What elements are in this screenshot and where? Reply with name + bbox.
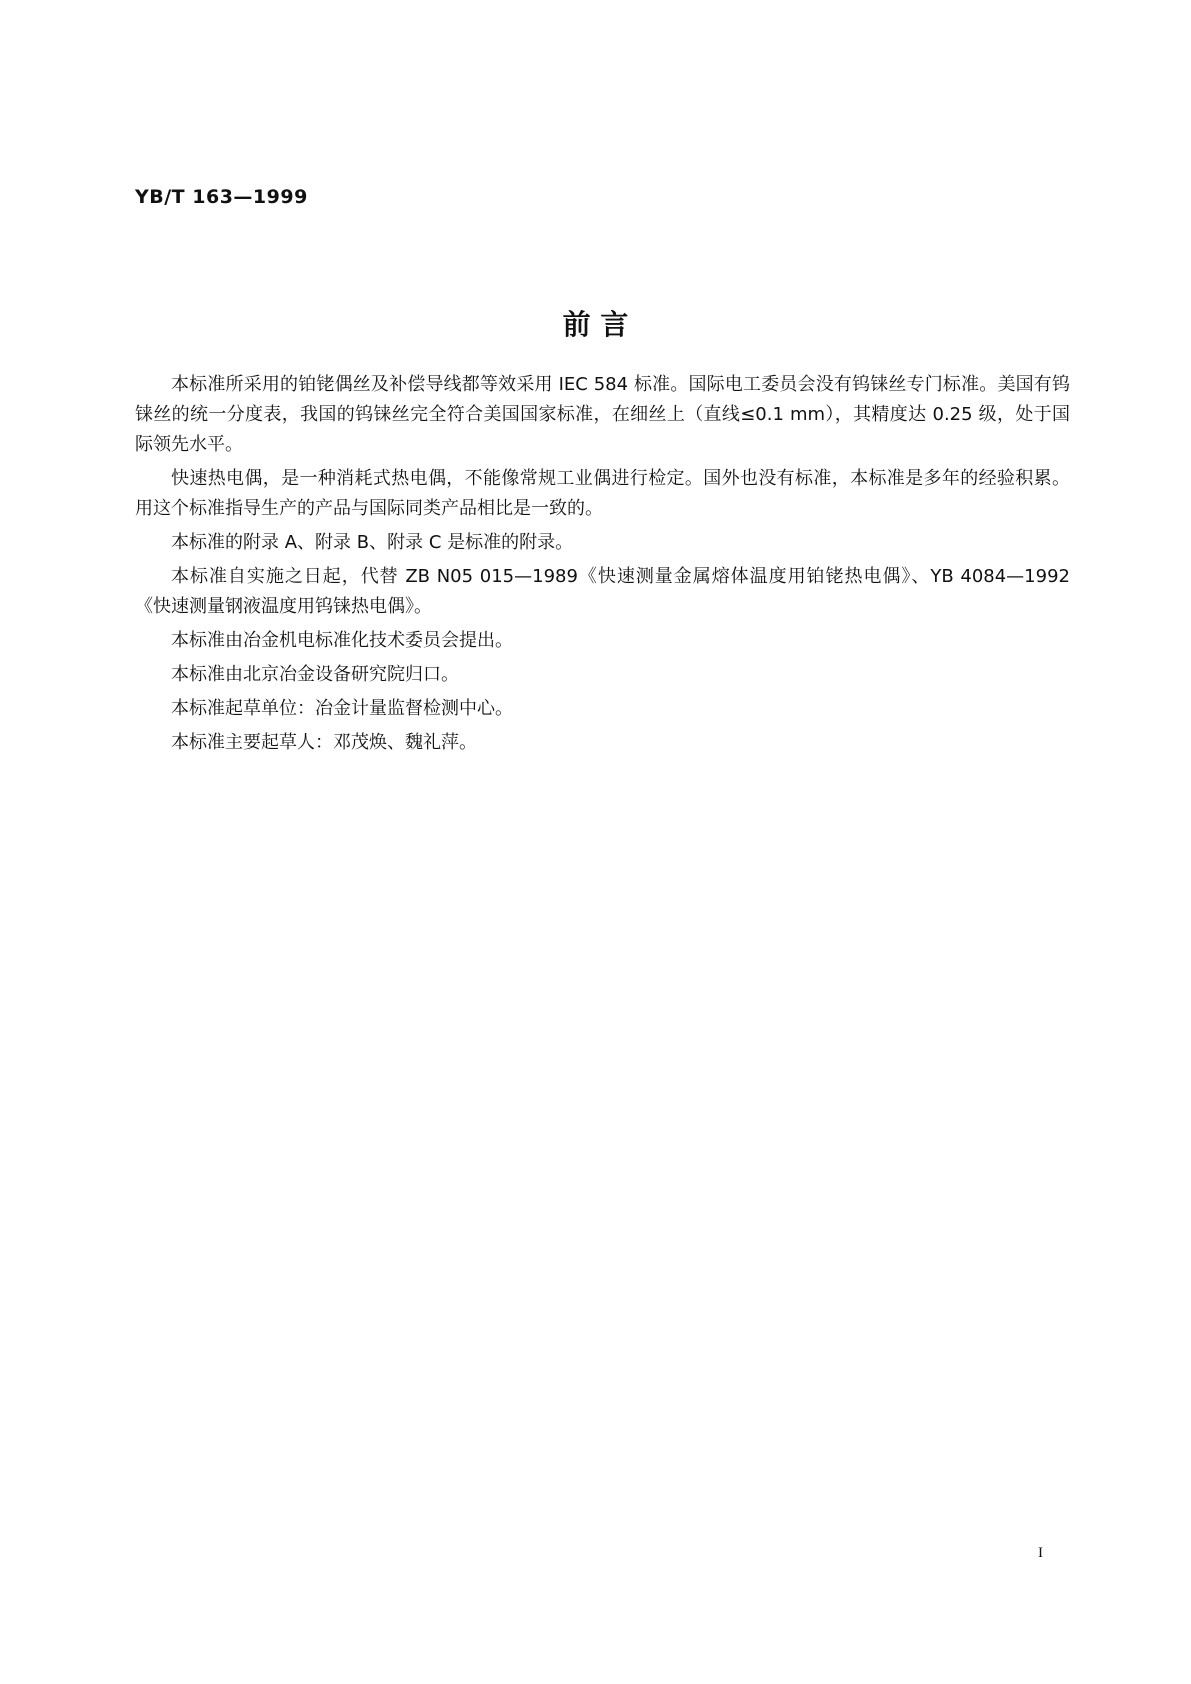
paragraph-fast-thermocouple: 快速热电偶，是一种消耗式热电偶，不能像常规工业偶进行检定。国外也没有标准，本标准是多年的经验积累。用这个标准指导生产的产品与国际同类产品相比是一致的。 — [135, 468, 1070, 519]
paragraph-standard-adoption: 本标准所采用的铂铑偶丝及补偿导线都等效采用 IEC 584 标准。国际电工委员会没有钨铼丝专门标准。美国有钨铼丝的统一分度表，我国的钨铼丝完全符合美国国家标准，在细丝上（直线≤0.1 mm），其精度达 0.25 级，处于国际领先水平。 — [135, 374, 1070, 455]
page-title: 前 言 — [562, 308, 629, 341]
paragraph-drafters: 本标准主要起草人：邓茂焕、魏礼萍。 — [171, 732, 477, 753]
paragraph-drafting-unit: 本标准起草单位：冶金计量监督检测中心。 — [171, 698, 513, 719]
paragraph-proposed-by: 本标准由冶金机电标准化技术委员会提出。 — [171, 630, 513, 651]
paragraph-appendices: 本标准的附录 A、附录 B、附录 C 是标准的附录。 — [171, 532, 574, 553]
paragraph-replacement: 本标准自实施之日起，代替 ZB N05 015—1989《快速测量金属熔体温度用铂铑热电偶》、YB 4084—1992《快速测量钢液温度用钨铼热电偶》。 — [135, 566, 1070, 617]
page-number: I — [1038, 1545, 1043, 1561]
document-code: YB/T 163—1999 — [135, 186, 308, 208]
foreword-body — [135, 370, 1070, 762]
paragraph-managed-by: 本标准由北京冶金设备研究院归口。 — [171, 664, 459, 685]
